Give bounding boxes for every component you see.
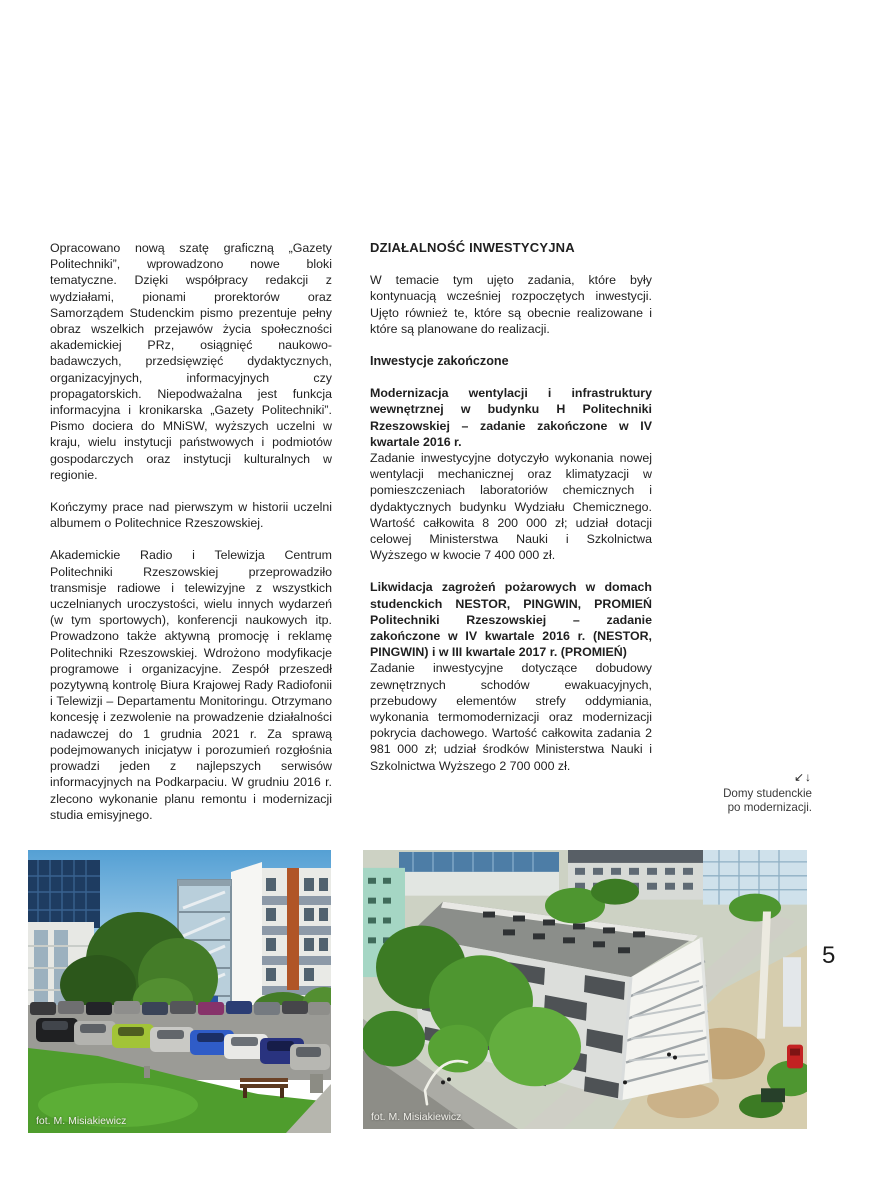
paragraph-radio-tv: Akademickie Radio i Telewizja Centrum Politechniki Rzeszowskiej przeprowadziło transmisje radiowe i telewizyjne z wszystkich uczelnianych uroczystości, wielu innych wydarzeń (w tym sportowych), konferencji naukowych itp. Prowadzono także aktywną promocję i reklamę Politechniki Rzeszowskiej. Wdrożono modyfikacje programowe i organizacyjne. Zespół przeszedł pozytywną kontrolę Biura Krajowej Rady Radiofonii i Telewizji – Departamentu Monitoringu. Otrzymano koncesję i zezwolenie na prowadzenie działalności nadawczej do 1 grudnia 2021 r. Za sprawą podejmowanych inicjatyw i porozumień rozgłośnia prowadzi jeden z najlepszych serwisów informacyjnych na Podkarpaciu. W grudniu 2016 r. zlecono wykonanie planu remontu i modernizacji studia emisyjnego. bbox=[50, 548, 332, 822]
paragraph-gazeta: Opracowano nową szatę graficzną „Gazety Politechniki”, wprowadzono nowe bloki tematyczne. Dzięki współpracy redakcji z wydziałami, pionami prorektorów oraz Samorządem Studenckim pismo prezentuje pełny obraz wszelkich przejawów życia społeczności akademickiej PRz, osiągnięć naukowo-badawczych, przedsięwzięć dydaktycznych, organizacyjnych, informacyjnych czy propagatorskich. Niepodważalna jest funkcja informacyjna i kronikarska „Gazety Politechniki”. Pismo dociera do MNiSW, wyższych uczelni w kraju, wielu instytucji państwowych i podmiotów gospodarczych oraz instytucji kulturalnych w regionie. bbox=[50, 241, 332, 482]
investment-item bbox=[370, 385, 652, 563]
caption-arrows-icon: ↙↓ bbox=[793, 770, 812, 784]
paragraph-album: Kończymy prace nad pierwszym w historii uczelni albumem o Politechnice Rzeszowskiej. bbox=[50, 500, 332, 531]
photo-caption bbox=[642, 770, 812, 816]
caption-line: po modernizacji. bbox=[727, 801, 812, 814]
dorm-aerial-illustration bbox=[363, 850, 807, 1129]
investment-item bbox=[370, 579, 652, 773]
photo-dorm-parking bbox=[28, 850, 331, 1133]
investment-title: Modernizacja wentylacji i infrastruktury wewnętrznej w budynku H Politechniki Rzeszowskiej – zadanie zakończone w IV kwartale 2016 r. bbox=[370, 386, 652, 449]
investment-body: Zadanie inwestycyjne dotyczące dobudowy zewnętrznych schodów ewakuacyjnych, przebudowy elementów strefy oddymiania, wykonania termomodernizacji oraz modernizacji pokrycia dachowego. Wartość całkowita zadania 2 981 000 zł; udział środków Ministerstwa Nauki i Szkolnictwa Wyższego 2 700 000 zł. bbox=[370, 661, 652, 773]
caption-line: Domy studenckie bbox=[723, 786, 812, 800]
investment-title: Likwidacja zagrożeń pożarowych w domach studenckich NESTOR, PINGWIN, PROMIEŃ Politechniki Rzeszowskiej – zadanie zakończone w IV kwartale 2016 r. (NESTOR, PINGWIN) i w III kwartale 2017 r. (PROMIEŃ) bbox=[370, 580, 652, 660]
paragraph-investments-intro: W temacie tym ujęto zadania, które były kontynuacją wcześniej rozpoczętych inwestycji. Ujęto również te, które są obecnie realizowane i które są planowane do realizacji. bbox=[370, 273, 652, 336]
photo-dorm-aerial bbox=[363, 850, 807, 1129]
page-number: 5 bbox=[822, 942, 836, 969]
subheading-completed-investments: Inwestycje zakończone bbox=[370, 354, 509, 369]
section-heading-investments: DZIAŁALNOŚĆ INWESTYCYJNA bbox=[370, 240, 575, 255]
right-column bbox=[370, 240, 652, 790]
photo-credit: fot. M. Misiakiewicz bbox=[36, 1115, 127, 1127]
dorm-parking-illustration bbox=[28, 850, 331, 1133]
left-column bbox=[50, 240, 332, 839]
investment-body: Zadanie inwestycyjne dotyczyło wykonania nowej wentylacji mechanicznej oraz klimatyzacji w pomieszczeniach laboratoriów chemicznych i dydaktycznych budynku Wydziału Chemicznego. Wartość całkowita 8 200 000 zł; udział dotacji celowej Ministerstwa Nauki i Szkolnictwa Wyższego w kwocie 7 400 000 zł. bbox=[370, 451, 652, 563]
photo-credit: fot. M. Misiakiewicz bbox=[371, 1111, 462, 1123]
